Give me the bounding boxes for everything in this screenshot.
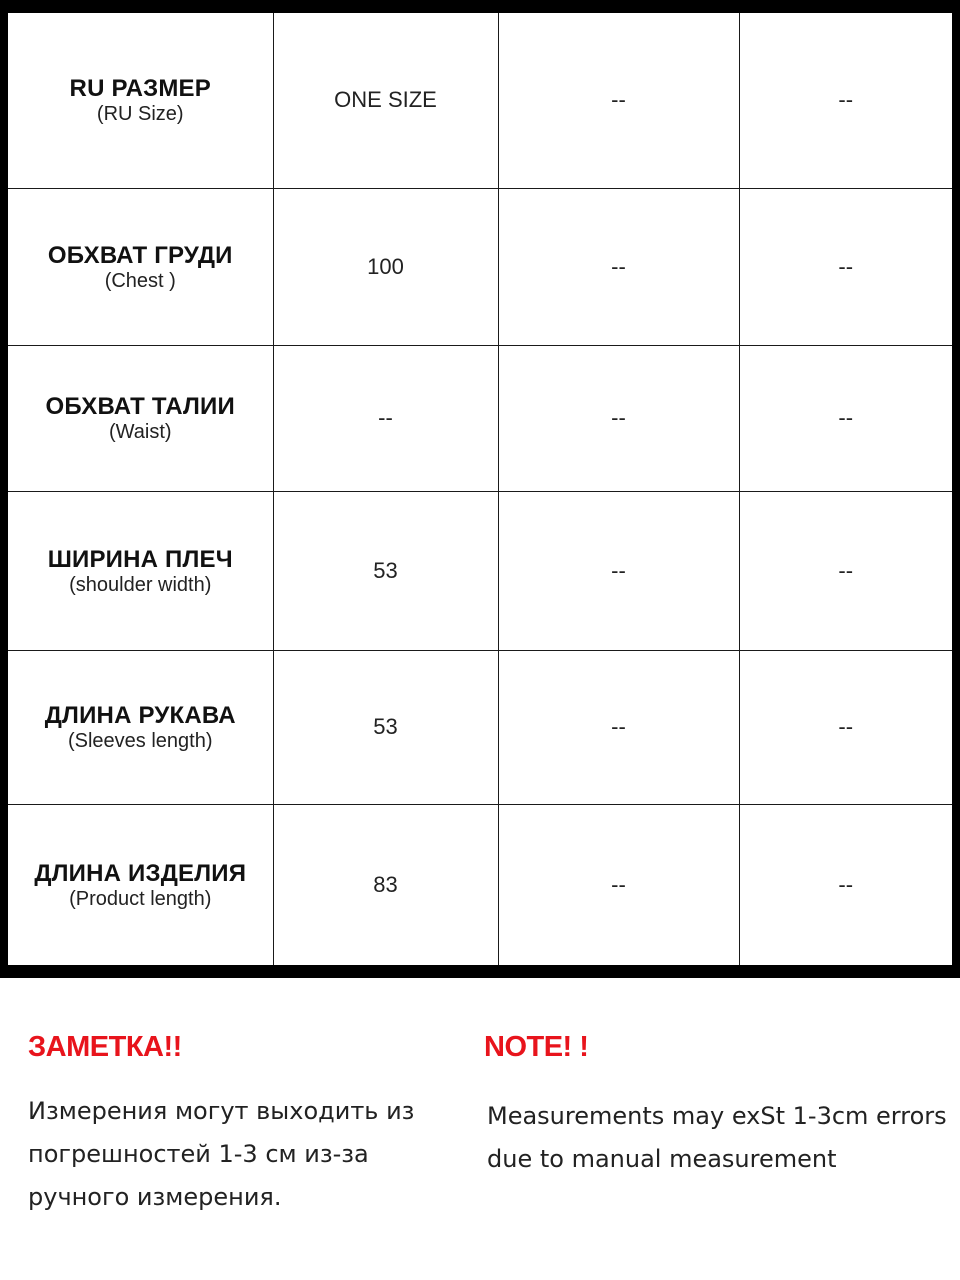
cell-value: -- bbox=[838, 87, 854, 113]
cell-value: 53 bbox=[373, 557, 398, 583]
notes-section bbox=[0, 978, 960, 1280]
value-cell bbox=[273, 13, 498, 188]
row-label: ДЛИНА ИЗДЕЛИЯ bbox=[34, 859, 247, 887]
row-label: ШИРИНА ПЛЕЧ bbox=[47, 545, 233, 573]
row-sublabel: (Waist) bbox=[108, 421, 172, 443]
cell-value: -- bbox=[611, 871, 626, 897]
note-title-ru: ЗАМЕТКА!! bbox=[28, 1031, 182, 1063]
row-sublabel: (shoulder width) bbox=[69, 573, 212, 596]
row-label: ОБХВАТ ГРУДИ bbox=[47, 241, 233, 269]
row-header-cell bbox=[8, 345, 273, 491]
row-sublabel: (RU Size) bbox=[96, 103, 184, 126]
value-cell bbox=[739, 345, 952, 491]
table-row-size bbox=[8, 13, 952, 188]
value-cell bbox=[498, 491, 739, 650]
cell-value: -- bbox=[611, 253, 626, 279]
value-cell bbox=[273, 650, 498, 804]
cell-value: 100 bbox=[367, 253, 404, 279]
row-sublabel: (Sleeves length) bbox=[67, 730, 213, 752]
row-label: ОБХВАТ ТАЛИИ bbox=[45, 393, 235, 420]
note-title-en: NOTE! ! bbox=[484, 1031, 589, 1063]
row-header-cell bbox=[8, 188, 273, 345]
value-cell bbox=[273, 188, 498, 345]
row-sublabel: (Product length) bbox=[69, 887, 212, 910]
value-cell bbox=[498, 650, 739, 804]
row-header-cell bbox=[8, 13, 273, 188]
row-label: RU РАЗМЕР bbox=[69, 75, 211, 103]
row-header-cell bbox=[8, 650, 273, 804]
value-cell bbox=[498, 804, 739, 965]
value-cell bbox=[273, 345, 498, 491]
size-chart-table bbox=[8, 13, 952, 965]
cell-value: -- bbox=[838, 714, 854, 739]
value-cell bbox=[739, 13, 952, 188]
table-row-chest bbox=[8, 188, 952, 345]
cell-value: 53 bbox=[373, 714, 398, 739]
row-header-cell bbox=[8, 491, 273, 650]
cell-value: -- bbox=[611, 87, 626, 113]
cell-value: -- bbox=[838, 405, 854, 430]
row-sublabel: (Chest ) bbox=[104, 269, 176, 292]
cell-value: -- bbox=[838, 253, 854, 279]
value-cell bbox=[739, 491, 952, 650]
cell-value: -- bbox=[611, 714, 626, 739]
cell-value: -- bbox=[611, 405, 626, 430]
value-cell bbox=[273, 491, 498, 650]
cell-value: 83 bbox=[373, 871, 398, 897]
cell-value: -- bbox=[611, 557, 626, 583]
row-label: ДЛИНА РУКАВА bbox=[44, 702, 236, 729]
note-text-en: Measurements may exSt 1-3cm errors due to manual measurement bbox=[487, 1102, 947, 1173]
table-row-waist bbox=[8, 345, 952, 491]
value-cell bbox=[739, 188, 952, 345]
table-row-sleeves bbox=[8, 650, 952, 804]
table-row-shoulder bbox=[8, 491, 952, 650]
table-row-length bbox=[8, 804, 952, 965]
row-header-cell bbox=[8, 804, 273, 965]
value-cell bbox=[498, 188, 739, 345]
cell-value: -- bbox=[378, 405, 393, 430]
value-cell bbox=[273, 804, 498, 965]
cell-value: -- bbox=[838, 557, 854, 583]
value-cell bbox=[498, 13, 739, 188]
value-cell bbox=[739, 804, 952, 965]
cell-value: -- bbox=[838, 871, 854, 897]
note-text-ru: Измерения могут выходить из погрешностей 1-3 см из-за ручного измерения. bbox=[28, 1097, 415, 1211]
cell-value: ONE SIZE bbox=[334, 87, 437, 113]
value-cell bbox=[498, 345, 739, 491]
value-cell bbox=[739, 650, 952, 804]
